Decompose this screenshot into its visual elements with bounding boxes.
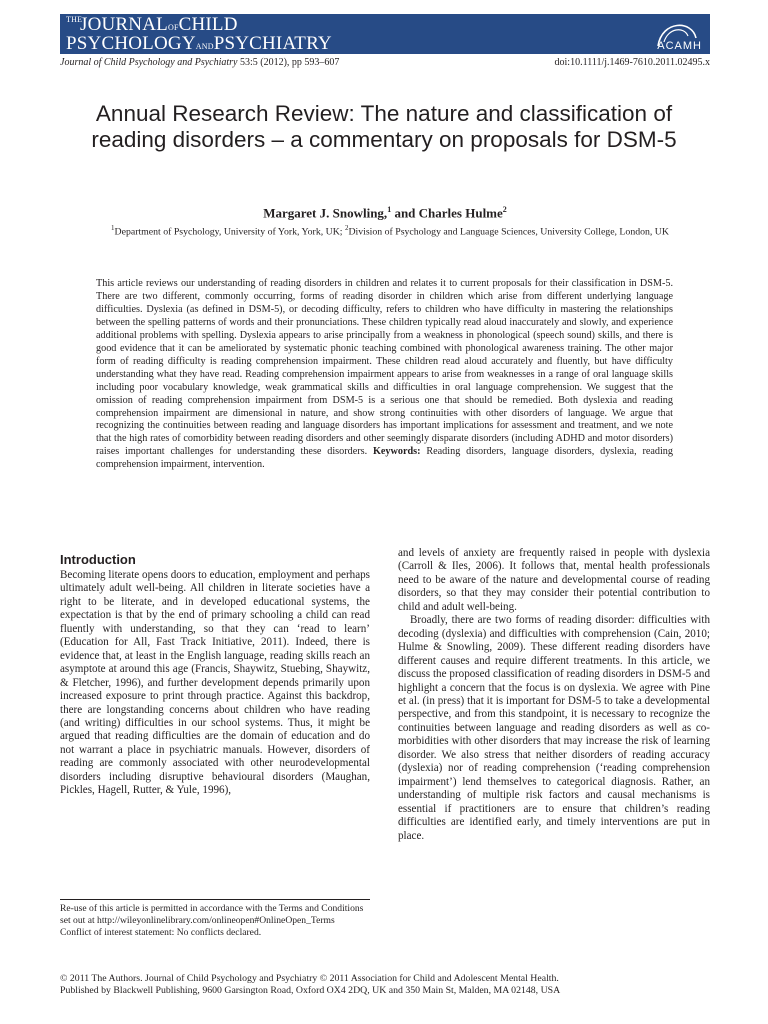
footnotes — [60, 899, 370, 940]
body-paragraph: Broadly, there are two forms of reading disorder: difficulties with decoding (dyslexia) and difficulties with comprehension (Cain, 2010; Hulme & Snowling, 2009). These different reading disorders have different causes and require different treatments. In this article, we discuss the proposed classification of reading disorders in DSM-5 and highlight a concern that the focus is on dyslexia. We agree with Pine et al. (in press) that it is important for DSM-5 to take a developmental perspective, and from this standpoint, it is necessary to recognize the continuities between language and reading disorders as well as co-morbidities with other disorders that may increase the risk of learning disorder. We also stress that neither disorders of reading accuracy (dyslexia) nor of reading comprehension (‘reading comprehension impairment’) lend themselves to categorical diagnosis. Rather, an understanding of multiple risk factors and causal mechanisms is essential if practitioners are to ensure that children’s reading difficulties are identified early, and timely interventions are put in place. — [398, 614, 710, 842]
logo-and: AND — [195, 42, 214, 51]
citation-journal — [60, 57, 339, 68]
footnote-reuse: Re-use of this article is permitted in accordance with the Terms and Conditions set out at http://wileyonlinelibrary.com/onlineopen#OnlineOpen_Terms — [60, 903, 364, 927]
author-2: and Charles Hulme — [391, 205, 503, 221]
citation-doi: doi:10.1111/j.1469-7610.2011.02495.x — [554, 57, 710, 68]
body-paragraph: and levels of anxiety are frequently raised in people with dyslexia (Carroll & Iles, 2006). It follows that, mental health professionals need to be aware of the nature and developmental course of reading disorders, so that they may consider their potential contribution to child and adult well-being. — [398, 547, 710, 613]
author-1-affil-marker: 1 — [387, 205, 392, 214]
logo-the: THE — [66, 15, 83, 24]
body-paragraph: Becoming literate opens doors to education, employment and perhaps ultimately adult well-being. All children in literate societies have a right to be literate, and in developed educational systems, the expectation is that by the end of primary schooling a child can read fluently with understanding, so that they can ‘read to learn’ (Education for All, Fast Track Initiative, 2011). Indeed, there is evidence that, at least in the English language, reading skills reach an asymptote at around this age (Francis, Shaywitz, Stuebing, Shaywitz, & Fletcher, 1996), and further development depends primarily upon increased exposure to print through practice. Against this backdrop, there are longstanding concerns about children who have reading (and writing) difficulties in our school systems. Thus, it might be argued that reading difficulties are the domain of education and do not warrant a place in psychiatric manuals. However, disorders of reading are commonly associated with other neurodevelopmental disorders including disruptive behavioural disorders (Maughan, Pickles, Hagell, Rutter, & Yule, 1996), — [60, 569, 370, 797]
journal-masthead — [60, 14, 710, 54]
author-affiliations — [110, 222, 670, 238]
footnote-conflict: Conflict of interest statement: No conflicts declared. — [60, 927, 262, 939]
logo-child: CHILD — [178, 14, 238, 35]
logo-psychology: PSYCHOLOGY — [66, 33, 196, 54]
article-authors — [60, 205, 710, 221]
author-1: Margaret J. Snowling, — [263, 205, 388, 221]
citation-journal-name: Journal of Child Psychology and Psychiatry — [60, 57, 238, 68]
logo-psychiatry: PSYCHIATRY — [213, 33, 332, 54]
logo-of: OF — [167, 23, 179, 32]
page-footer — [60, 973, 710, 998]
publisher-line: Published by Blackwell Publishing, 9600 Garsington Road, Oxford OX4 2DQ, UK and 350 Main St, Malden, MA 02148, USA — [60, 985, 561, 997]
author-2-affil-marker: 2 — [502, 205, 507, 214]
left-column — [60, 552, 370, 798]
acamh-label: ACAMH — [657, 40, 702, 52]
citation-details: 53:5 (2012), pp 593–607 — [239, 57, 340, 68]
abstract — [96, 278, 673, 472]
affil-2: Division of Psychology and Language Sciences, University College, London, UK — [348, 226, 669, 238]
journal-logo — [66, 15, 332, 53]
abstract-text: This article reviews our understanding of reading disorders in children and relates it to current proposals for their classification in DSM-5. There are two different, commonly occurring, forms of reading disorder in children which arise from different underlying language difficulties. Dyslexia (as defined in DSM-5), or decoding difficulty, refers to children who have difficulty in mastering the relationships between the spelling patterns of words and their pronunciations. These children typically read aloud inaccurately and slowly, and experience additional problems with spelling. Dyslexia appears to arise principally from a weakness in phonological (speech sound) skills, and there is good evidence that it can be ameliorated by systematic phonic teaching combined with phonological awareness training. The other major form of reading difficulty is reading comprehension impairment. These children read aloud accurately and fluently, but have difficulty understanding what they have read. Reading comprehension impairment appears to arise from weaknesses in a range of oral language skills including poor vocabulary knowledge, weak grammatical skills and difficulties in oral language comprehension. We suggest that the omission of reading comprehension impairment from DSM-5 is a serious one that should be remedied. Both dyslexia and reading comprehension impairment are dimensional in nature, and show strong continuities with other disorders of language. We argue that recognizing the continuities between reading and language disorders has important implications for assessment and treatment, and we note that the high rates of comorbidity between reading disorders and other seemingly disparate disorders (including ADHD and motor disorders) raises important challenges for understanding these disorders. — [96, 278, 673, 458]
copyright-line: © 2011 The Authors. Journal of Child Psychology and Psychiatry © 2011 Association for Child and Adolescent Mental Health. — [60, 973, 559, 984]
logo-journal: JOURNAL — [80, 14, 168, 35]
keywords-label: Keywords: — [372, 446, 421, 458]
affil-1-marker: 1 — [111, 224, 115, 232]
affil-2-marker: 2 — [344, 224, 349, 232]
right-column — [398, 547, 710, 843]
keywords-list: Reading disorders, language disorders, dyslexia, reading comprehension impairment, intervention. — [96, 446, 673, 471]
affil-1: Department of Psychology, University of York, York, UK; — [114, 226, 345, 238]
article-title: Annual Research Review: The nature and classification of reading disorders – a commentary on proposals for DSM-5 — [91, 101, 677, 152]
section-heading-introduction: Introduction — [60, 552, 136, 567]
